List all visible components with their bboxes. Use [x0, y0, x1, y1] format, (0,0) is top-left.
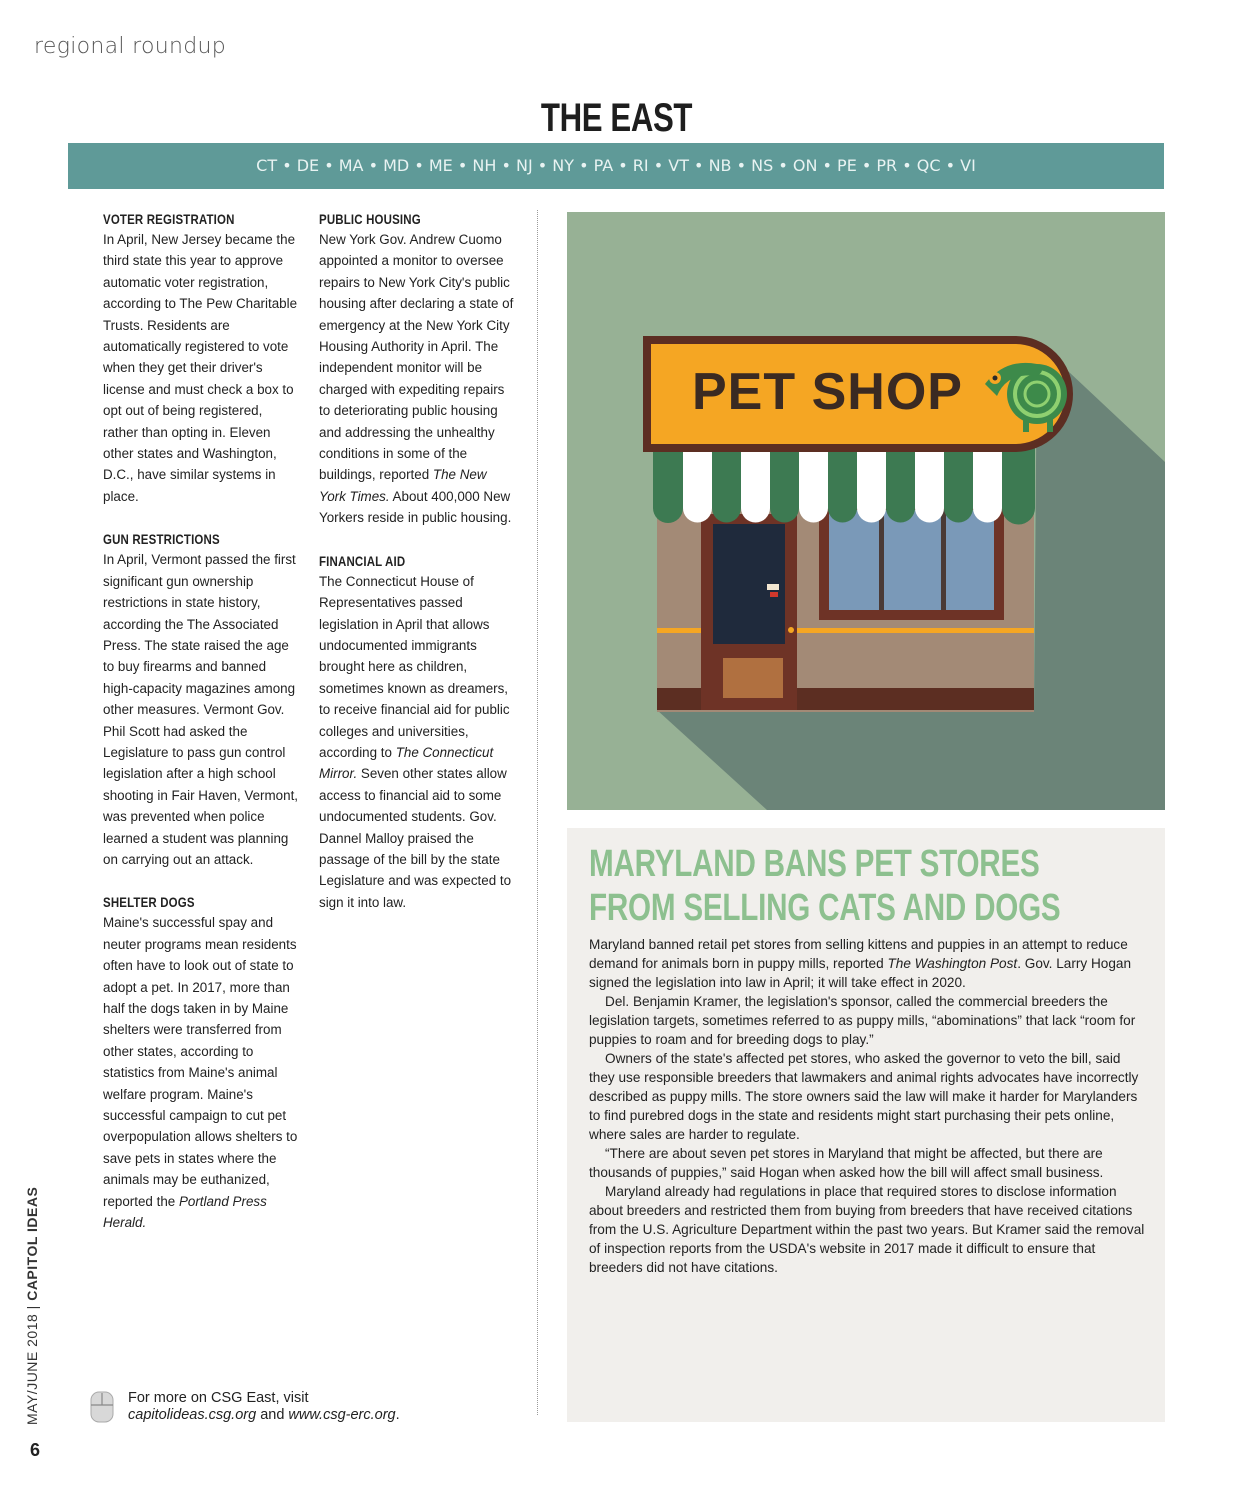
door-panel: [723, 658, 783, 698]
column-middle: [319, 209, 515, 935]
window-mullion: [879, 510, 884, 610]
door-knob: [788, 627, 794, 633]
source-citation: The Connecticut Mirror.: [319, 744, 494, 782]
feature-text: . Gov. Larry Hogan signed the legislation into law in April; it will take effect in 2020.: [589, 956, 1132, 990]
awning: [653, 448, 1035, 525]
article-body-aid: [319, 571, 515, 914]
mouse-icon: [88, 1391, 116, 1423]
footer-and: and: [256, 1407, 289, 1423]
article-text-housing: New York Gov. Andrew Cuomo appointed a monitor to oversee repairs to New York City's public housing after declaring a state of emergency at the New York City Housing Authority in April. The independent monitor will be charged with expediting repairs to deteriorating public housing and addressing the unhealthy conditions in some of the buildings, reported: [319, 232, 514, 483]
feature-paragraph: Maryland already had regulations in place that required stores to disclose information about breeders and restricted them from buying from breeders that have received citations from the U.S. Agriculture Department within the past two years. But Kramer said the removal of inspection reports from the USDA's website in 2017 made it difficult to ensure that breeders did not have citations.: [589, 1184, 1145, 1275]
feature-body: [589, 935, 1149, 1277]
source-citation: Portland Press Herald.: [103, 1193, 267, 1231]
magazine-name: CAPITOL IDEAS: [24, 1186, 40, 1301]
footer-links: [128, 1407, 468, 1424]
footer-period: .: [395, 1407, 400, 1423]
state-list-bar: CT • DE • MA • MD • ME • NH • NJ • NY • PA • RI • VT • NB • NS • ON • PE • PR • QC • VI: [68, 143, 1164, 189]
feature-paragraph: “There are about seven pet stores in Maryland that might be affected, but there are thousands of puppies,” said Hogan when asked how the bill will affect small business.: [589, 1146, 1104, 1180]
feature-paragraph: [589, 935, 1149, 992]
pet-shop-graphic: [567, 212, 1165, 810]
pet-shop-illustration: [567, 212, 1165, 810]
running-footer: [24, 1187, 40, 1425]
window-glass: [829, 510, 994, 610]
article-heading-voter: VOTER REGISTRATION: [103, 211, 235, 227]
article-heading-housing: PUBLIC HOUSING: [319, 211, 421, 227]
page-number: 6: [30, 1440, 41, 1460]
article-body-voter: In April, New Jersey became the third state this year to approve automatic voter registration, according to The Pew Charitable Trusts. Residents are automatically registered to vote when they get their driver's license and must check a box to opt out of being registered, rather than opting in. Eleven other states and Washington, D.C., have similar systems in place.: [103, 232, 298, 504]
article-body-housing: [319, 229, 515, 529]
feature-article: [567, 828, 1165, 1422]
feature-headline: MARYLAND BANS PET STORES FROM SELLING CATS AND DOGS: [589, 843, 1061, 929]
feature-text: Maryland banned retail pet stores from selling kittens and puppies in an attempt to reduce demand for animals born in puppy mills, reported: [589, 937, 1128, 971]
section-label: regional roundup: [34, 34, 226, 59]
footer-text: [128, 1390, 468, 1424]
link-capitolideas[interactable]: capitolideas.csg.org: [128, 1407, 257, 1423]
article-text-housing-tail: About 400,000 New Yorkers reside in public housing.: [319, 488, 512, 526]
column-divider: [537, 210, 538, 1415]
article-text-shelter: Maine's successful spay and neuter programs mean residents often have to look out of state to adopt a pet. In 2017, more than half the dogs taken in by Maine shelters were transferred from other states, according to statistics from Maine's animal welfare program. Maine's successful campaign to cut pet overpopulation allows shelters to save pets in states where the animals may be euthanized, reported the: [103, 915, 298, 1209]
source-citation: The New York Times.: [319, 467, 487, 504]
door-sign-red: [770, 592, 778, 597]
article-text-aid-tail: Seven other states allow access to financial aid to some undocumented students. Gov. Dannel Malloy praised the passage of the bill by the state Legislature and was expected to sign it into law.: [319, 766, 512, 910]
sign-text: PET SHOP: [692, 363, 963, 421]
footer-separator: |: [24, 1305, 40, 1310]
article-body-gun: In April, Vermont passed the first significant gun ownership restrictions in state history, according the The Associated Press. The state raised the age to buy firearms and banned high-capacity magazines among other measures. Vermont Gov. Phil Scott had asked the Legislature to pass gun control legislation after a high school shooting in Fair Haven, Vermont, was prevented when police learned a student was planning on carrying out an attack.: [103, 552, 299, 867]
feature-paragraph: Owners of the state's affected pet stores, who asked the governor to veto the bill, said they use responsible breeders that lawmakers and animal rights advocates have incorrectly described as puppy mills. The store owners said the law will make it harder for Marylanders to find purebred dogs in the state and residents might start purchasing their pets online, where sales are harder to regulate.: [589, 1051, 1139, 1142]
footer-line: For more on CSG East, visit: [128, 1390, 309, 1406]
door-sign: [767, 584, 779, 590]
article-heading-gun: GUN RESTRICTIONS: [103, 531, 220, 548]
article-heading-shelter: SHELTER DOGS: [103, 894, 195, 911]
article-text-aid: The Connecticut House of Representatives passed legislation in April that allows undocumented immigrants brought here as children, sometimes known as dreamers, to receive financial aid for public colleges and universities, according to: [319, 573, 510, 760]
column-left: [103, 209, 299, 1255]
region-title: THE EAST: [540, 96, 693, 140]
window-mullion: [941, 510, 946, 610]
feature-paragraph: Del. Benjamin Kramer, the legislation's sponsor, called the commercial breeders the legislation targets, sometimes referred to as puppy mills, “abominations” that lack “room for puppies to roam and for breeding dogs to play.”: [589, 994, 1136, 1047]
article-body-shelter: [103, 912, 299, 1233]
article-heading-aid: FINANCIAL AID: [319, 552, 406, 569]
link-csg-erc[interactable]: www.csg-erc.org: [288, 1407, 396, 1423]
issue-date: MAY/JUNE 2018: [24, 1313, 40, 1425]
source-citation: The Washington Post: [887, 956, 1018, 971]
